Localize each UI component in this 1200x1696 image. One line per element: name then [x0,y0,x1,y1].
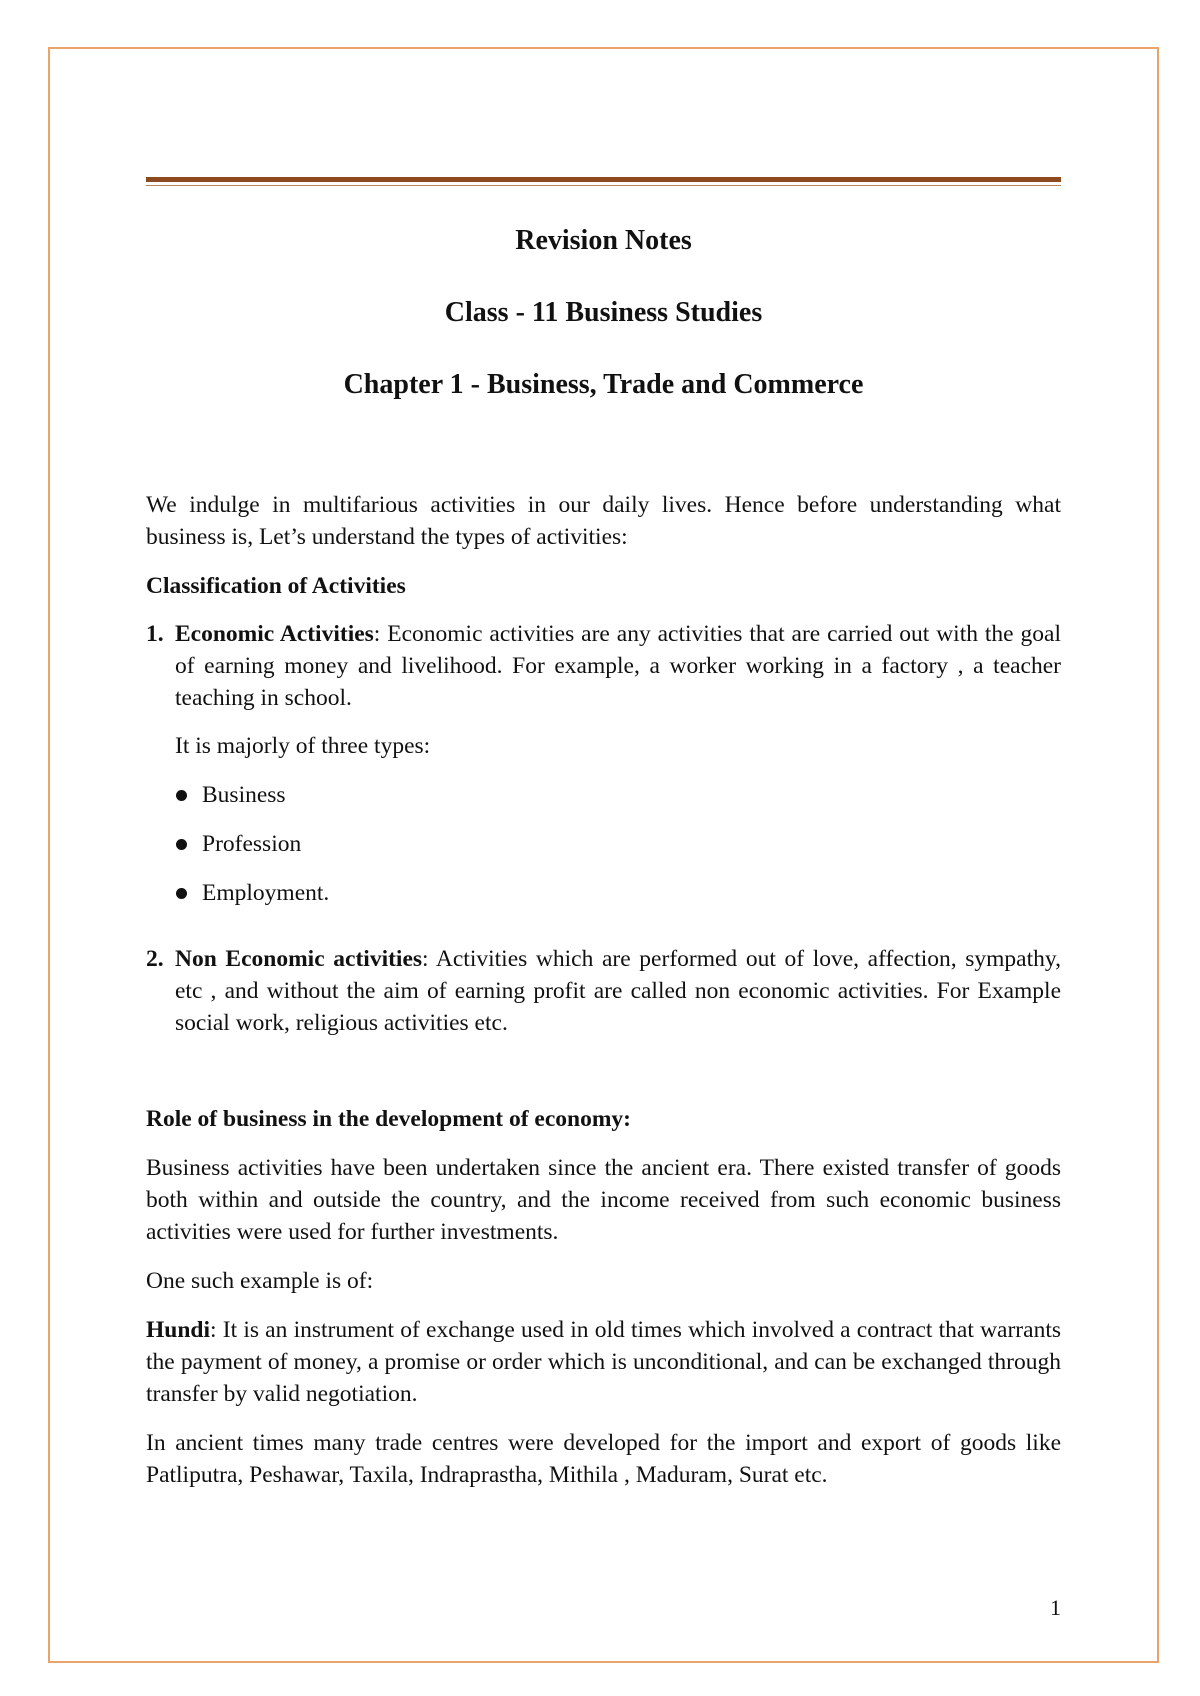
item-number: 1. [146,621,164,647]
header-rule [146,177,1061,186]
non-economic-activities-text [175,943,1061,1039]
document-body [146,489,1061,1508]
bullet-icon [176,790,187,801]
page-number: 1 [1050,1595,1061,1620]
item-number: 2. [146,946,164,972]
types-intro: It is majorly of three types: [175,733,431,759]
non-economic-activities-definition: : Activities which are performed out of love, affection, sympathy, etc , and without the aim of earning profit are called non economic activities. For Example social work, religious activities etc. [175,946,1061,1036]
role-heading: Role of business in the development of economy: [146,1106,631,1132]
list-item-label: Employment. [202,880,330,906]
title-chapter: Chapter 1 - Business, Trade and Commerce [343,369,864,400]
classification-heading: Classification of Activities [146,573,406,599]
hundi-definition: : It is an instrument of exchange used in old times which involved a contract that warrants the payment of money, a promise or order which is unconditional, and can be exchanged through transfer by valid negotiation. [146,1317,1061,1407]
list-item [175,877,1061,909]
list-item [175,779,1061,811]
hundi-term: Hundi [146,1317,211,1343]
title-class: Class - 11 Business Studies [444,297,763,328]
intro-paragraph: We indulge in multifarious activities in our daily lives. Hence before understanding what business is, Let’s understand the types of activities: [146,492,1061,550]
list-item [175,828,1061,860]
header-rule-thick [146,177,1061,182]
economic-activities-definition: : Economic activities are any activities that are carried out with the goal of earning money and livelihood. For example, a worker working in a factory , a teacher teaching in school. [175,621,1061,711]
economic-activities-term: Economic Activities [175,621,374,647]
role-paragraph: Business activities have been undertaken since the ancient era. There existed transfer of goods both within and outside the country, and the income received from such economic business activities were used for further investments. [146,1155,1061,1245]
non-economic-activities-term: Non Economic activities [175,946,423,972]
title-block [146,224,1061,440]
title-revision-notes: Revision Notes [515,225,692,256]
hundi-paragraph [146,1314,1061,1410]
list-item-label: Business [202,782,286,808]
list-item-label: Profession [202,831,302,857]
economic-activities-text [175,618,1061,714]
non-economic-activities-item [146,943,1061,1039]
types-list [146,779,1061,909]
bullet-icon [176,839,187,850]
example-intro: One such example is of: [146,1268,374,1294]
trade-centres-paragraph: In ancient times many trade centres were developed for the import and export of goods like Patliputra, Peshawar, Taxila, Indraprastha, Mithila , Maduram, Surat etc. [146,1430,1061,1488]
header-rule-thin [146,185,1061,186]
economic-activities-item [146,618,1061,714]
bullet-icon [176,888,187,899]
